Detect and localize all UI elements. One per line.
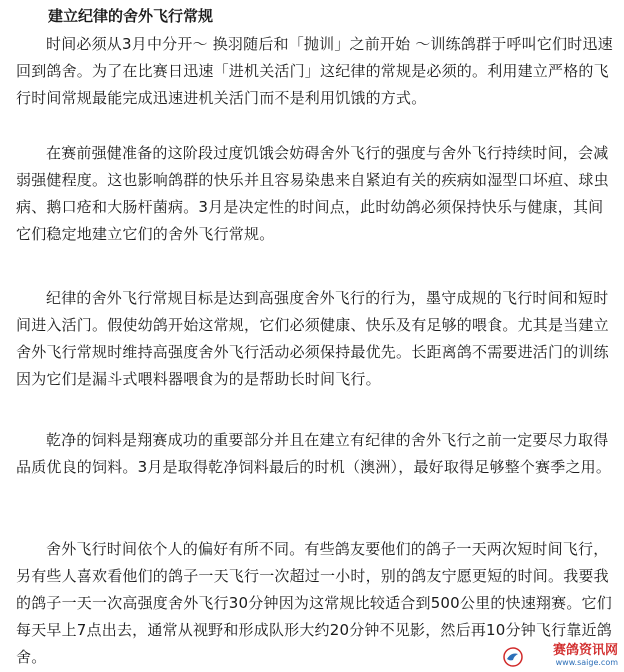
article-title: 建立纪律的舍外飞行常规 — [48, 7, 214, 25]
paragraph-5: 舍外飞行时间依个人的偏好有所不同。有些鸽友要他们的鸽子一天两次短时间飞行，另有些人喜欢看他们的鸽子一天飞行一次超过一小时，别的鸽友宁愿更短的时间。我要我的鸽子一天一次高强度舍外飞行30分钟因为这常规比较适合到500公里的快速翔赛。它们每天早上7点出去，通常从视野和形成队形大约20分钟不见影，然后再10分钟飞行靠近鸽舍。 — [16, 540, 612, 666]
watermark-logo-text: 赛鸽资讯网 — [552, 643, 618, 658]
paragraph-4: 乾净的饲料是翔赛成功的重要部分并且在建立有纪律的舍外飞行之前一定要尽力取得品质优良的饲料。3月是取得乾净饲料最后的时机（澳洲），最好取得足够整个赛季之用。 — [16, 431, 612, 476]
paragraph-2: 在赛前强健准备的这阶段过度饥饿会妨碍舍外飞行的强度与舍外飞行持续时间，会减弱强健程度。这也影响鸽群的快乐并且容易染患来自紧迫有关的疾病如湿型口坏疸、球虫病、鹅口疮和大肠杆菌病。3月是决定性的时间点，此时幼鸽必须保持快乐与健康，其间它们稳定地建立它们的舍外飞行常规。 — [16, 144, 609, 243]
paragraph-3: 纪律的舍外飞行常规目标是达到高强度舍外飞行的行为，墨守成规的飞行时间和短时间进入活门。假使幼鸽开始这常规，它们必须健康、快乐及有足够的喂食。尤其是当建立舍外飞行常规时维持高强度舍外飞行活动必须保持最优先。长距离鸽不需要进活门的训练因为它们是漏斗式喂料器喂食为的是帮助长时间飞行。 — [16, 289, 609, 388]
site-watermark — [502, 644, 620, 670]
watermark-url: www.saige.com — [555, 658, 618, 667]
pigeon-logo-icon — [502, 646, 524, 668]
paragraph-1: 时间必须从3月中分开～ 换羽随后和「抛训」之前开始 ～训练鸽群于呼叫它们时迅速回到鸽舍。为了在比赛日迅速「进机关活门」这纪律的常规是必须的。利用建立严格的飞行时间常规最能完成迅速进机关活门而不是利用饥饿的方式。 — [16, 35, 613, 107]
